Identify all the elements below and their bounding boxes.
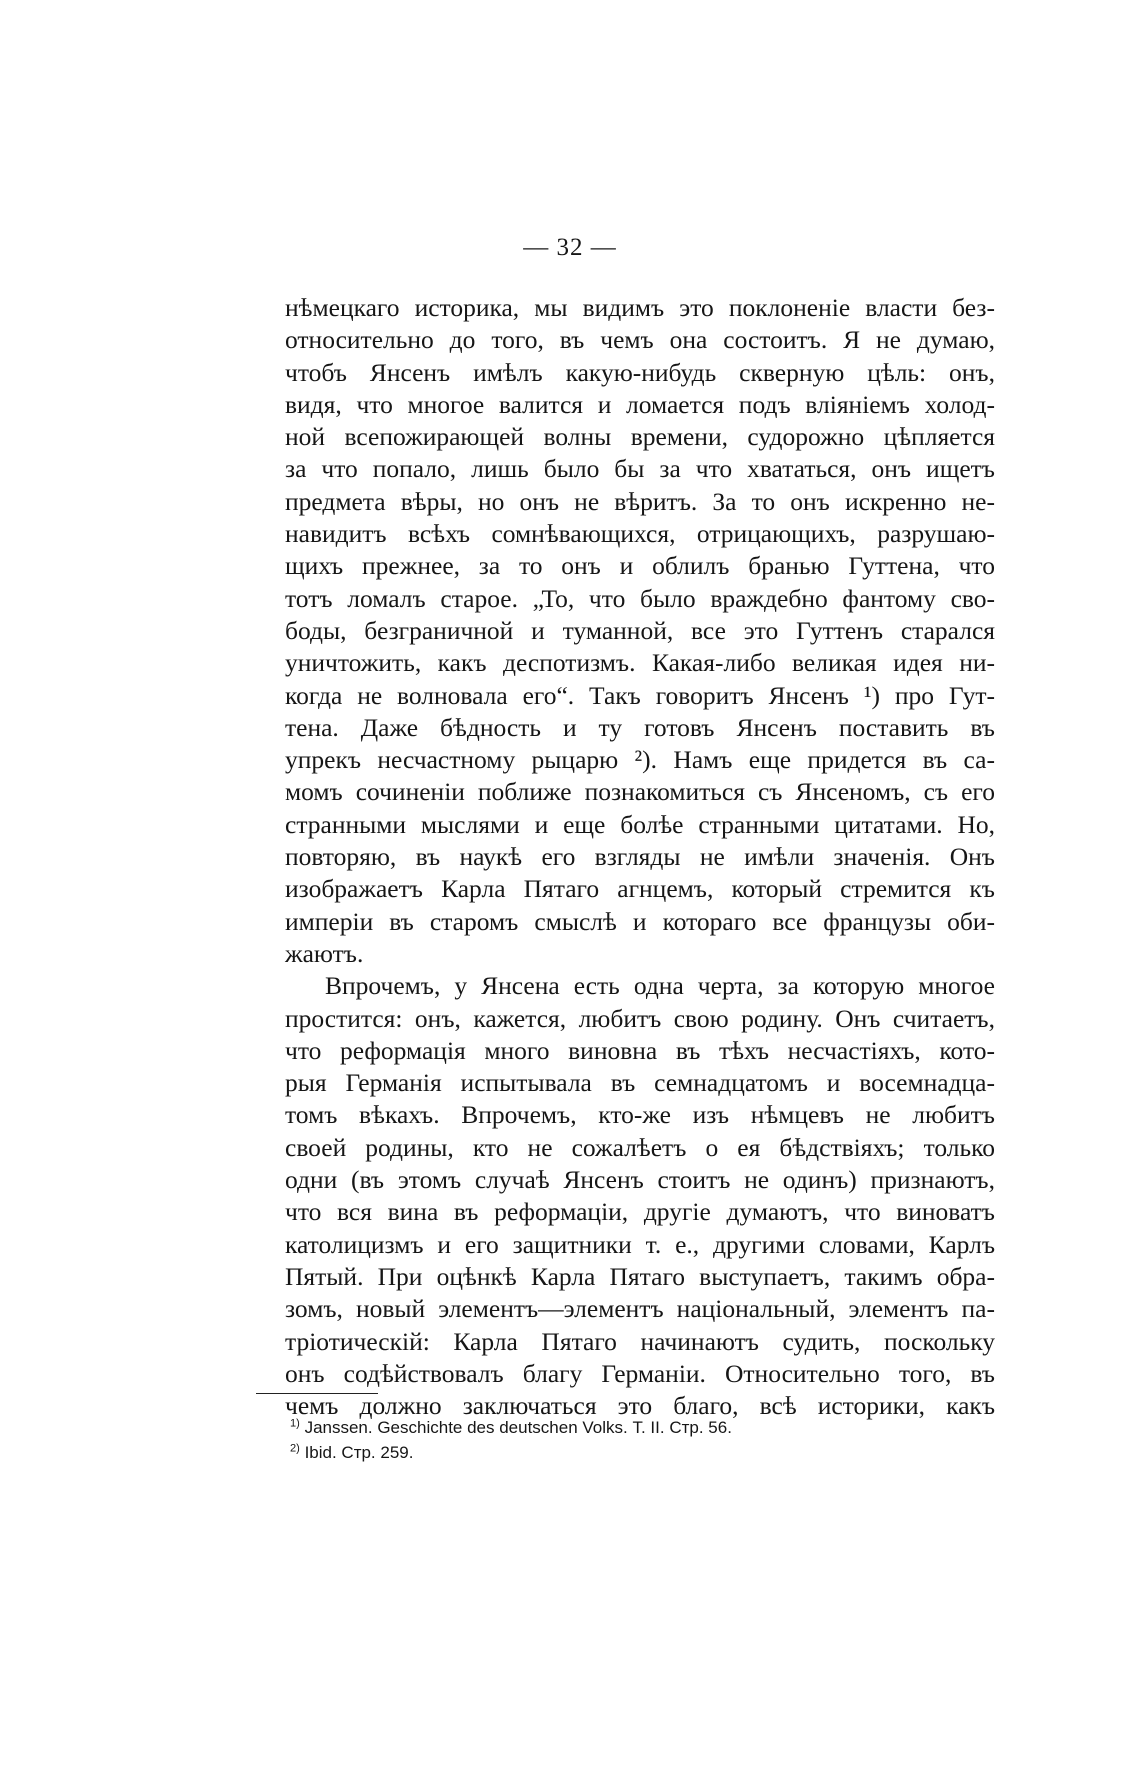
text-line: странными мыслями и еще болѣе странными цитатами. Но,: [285, 809, 995, 839]
text-line: томъ вѣкахъ. Впрочемъ, кто-же изъ нѣмцевъ не любитъ: [285, 1100, 995, 1130]
text-line: повторяю, въ наукѣ его взгляды не имѣли значенія. Онъ: [285, 842, 995, 872]
text-line: боды, безграничной и туманной, все это Гуттенъ старался: [285, 615, 995, 645]
text-line: своей родины, кто не сожалѣетъ о ея бѣдствіяхъ; только: [285, 1132, 995, 1162]
text-line: тотъ ломалъ старое. „То, что было враждебно фантому сво-: [285, 583, 995, 613]
text-line: щихъ прежнее, за то онъ и облилъ бранью Гуттена, что: [285, 551, 995, 581]
text-line: что вся вина въ реформаціи, другіе думаютъ, что виноватъ: [285, 1197, 995, 1227]
text-line: предмета вѣры, но онъ не вѣритъ. За то онъ искренно не-: [285, 486, 995, 516]
footnote-text: Janssen. Geschichte des deutschen Volks. Т. II. Стр. 56.: [304, 1418, 732, 1437]
paragraph: [285, 970, 995, 1422]
footnote-mark: 1): [290, 1417, 300, 1430]
text-line: рыя Германія испытывала въ семнадцатомъ и восемнадца-: [285, 1068, 995, 1098]
text-line: онъ содѣйствовалъ благу Германіи. Относительно того, въ: [285, 1358, 995, 1388]
text-line: изображаетъ Карла Пятаго агнцемъ, который стремится къ: [285, 874, 995, 904]
text-line: относительно до того, въ чемъ она состоитъ. Я не думаю,: [285, 325, 995, 355]
text-line: чемъ должно заключаться это благо, всѣ историки, какъ: [285, 1391, 995, 1421]
text-line: видя, что многое валится и ломается подъ вліяніемъ холод-: [285, 389, 995, 419]
footnote: [290, 1415, 910, 1440]
text-line: когда не волновала его“. Такъ говоритъ Янсенъ ¹) про Гут-: [285, 680, 995, 710]
footnote-text: Ibid. Стр. 259.: [304, 1443, 414, 1462]
text-line: упрекъ несчастному рыцарю ²). Намъ еще придется въ са-: [285, 745, 995, 775]
text-line: момъ сочиненіи поближе познакомиться съ Янсеномъ, съ его: [285, 777, 995, 807]
body-text: [285, 292, 995, 1422]
text-line: Пятый. При оцѣнкѣ Карла Пятаго выступаетъ, такимъ обра-: [285, 1261, 995, 1291]
text-line: что реформація много виновна въ тѣхъ несчастіяхъ, кото-: [285, 1035, 995, 1065]
text-line: жаютъ.: [285, 938, 364, 968]
text-line: навидитъ всѣхъ сомнѣвающихся, отрицающихъ, разрушаю-: [285, 519, 995, 549]
text-line: тріотическій: Карла Пятаго начинаютъ судить, поскольку: [285, 1326, 995, 1356]
text-line: нѣмецкаго историка, мы видимъ это поклоненіе власти без-: [285, 293, 995, 322]
footnote: [290, 1440, 910, 1465]
text-line: за что попало, лишь было бы за что хвататься, онъ ищетъ: [285, 454, 995, 484]
paragraph: [285, 292, 995, 970]
text-line: католицизмъ и его защитники т. е., другими словами, Карлъ: [285, 1229, 995, 1259]
footnote-mark: 2): [290, 1442, 300, 1455]
text-line: зомъ, новый элементъ—элементъ національный, элементъ па-: [285, 1294, 995, 1324]
page-number: — 32 —: [523, 234, 617, 261]
text-line: чтобъ Янсенъ имѣлъ какую-нибудь скверную цѣль: онъ,: [285, 357, 995, 387]
text-line: одни (въ этомъ случаѣ Янсенъ стоитъ не одинъ) признаютъ,: [285, 1165, 995, 1195]
text-line: уничтожить, какъ деспотизмъ. Какая-либо великая идея ни-: [285, 648, 995, 678]
text-line: тена. Даже бѣдность и ту готовъ Янсенъ поставить въ: [285, 712, 995, 742]
text-line: простится: онъ, кажется, любитъ свою родину. Онъ считаетъ,: [285, 1003, 995, 1033]
text-line: ной всепожирающей волны времени, судорожно цѣпляется: [285, 422, 995, 452]
text-line: имперіи въ старомъ смыслѣ и котораго все французы оби-: [285, 906, 995, 936]
footnotes: [290, 1415, 910, 1465]
text-line: Впрочемъ, у Янсена есть одна черта, за которую многое: [325, 971, 995, 1001]
footnote-divider: [256, 1393, 378, 1394]
